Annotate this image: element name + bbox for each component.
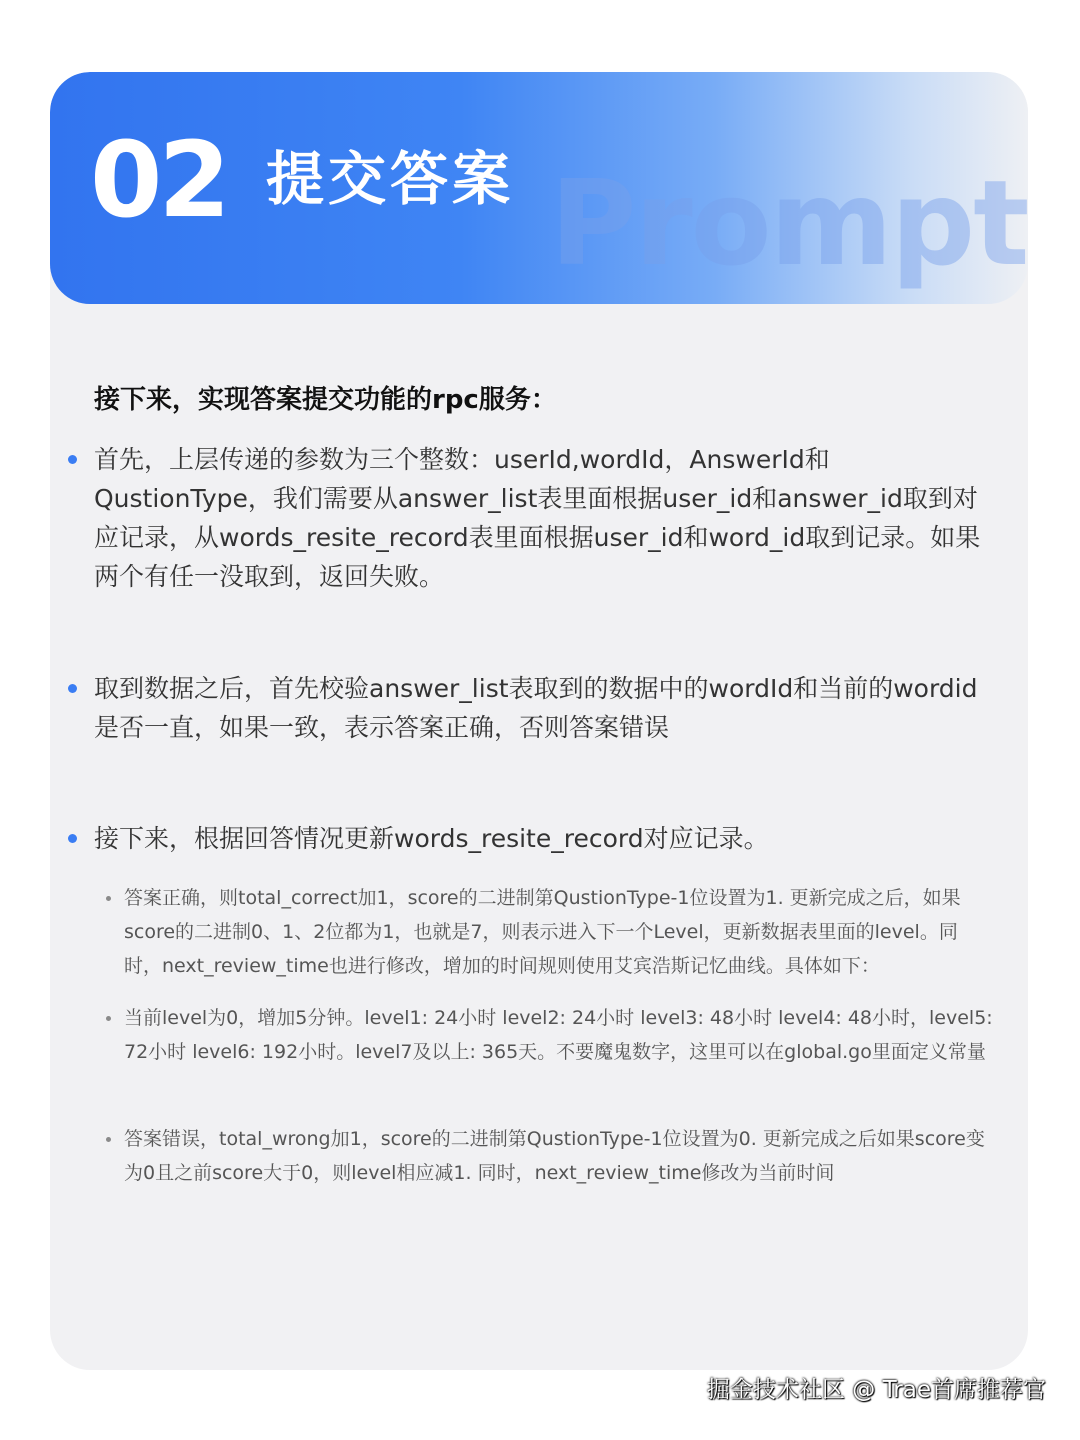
footer-credit: 掘金技术社区 @ Trae首席推荐官	[707, 1377, 1046, 1403]
bullet-dot-icon	[68, 834, 77, 843]
sub-list-item-text: 当前level为0，增加5分钟。level1: 24小时 level2: 24小时 level3: 48小时 level4: 48小时，level5: 72小时 level6: 192小时。level7及以上: 365天。不要魔鬼数字，这里可以在global.go里面定义常量	[124, 1007, 993, 1063]
sub-list-item-text: 答案正确，则total_correct加1，score的二进制第QustionType-1位设置为1. 更新完成之后，如果score的二进制0、1、2位都为1，也就是7，则表示进入下一个Level，更新数据表里面的level。同时，next_review_time也进行修改，增加的时间规则使用艾宾浩斯记忆曲线。具体如下：	[124, 887, 961, 977]
section-title: 提交答案	[266, 145, 515, 213]
list-item	[94, 669, 994, 747]
bullet-dot-icon	[68, 684, 77, 693]
list-item-text: 取到数据之后，首先校验answer_list表取到的数据中的wordId和当前的wordid是否一直，如果一致，表示答案正确，否则答案错误	[94, 674, 978, 742]
intro-heading: 接下来，实现答案提交功能的rpc服务：	[94, 385, 557, 415]
list-item-text: 接下来，根据回答情况更新words_resite_record对应记录。	[94, 824, 769, 853]
watermark-text: Prompt	[550, 154, 1028, 292]
list-item-text: 首先，上层传递的参数为三个整数：userId,wordId，AnswerId和QustionType，我们需要从answer_list表里面根据user_id和answer_id取到对应记录，从words_resite_record表里面根据user_id和word_id取到记录。如果两个有任一没取到，返回失败。	[94, 445, 981, 591]
sub-bullet-dot-icon	[106, 1137, 111, 1142]
sub-bullet-dot-icon	[106, 1016, 111, 1021]
sub-list-item	[124, 1122, 994, 1190]
sub-list-item-text: 答案错误，total_wrong加1，score的二进制第QustionType-1位设置为0. 更新完成之后如果score变为0且之前score大于0，则level相应减1. 同时，next_review_time修改为当前时间	[124, 1128, 985, 1184]
sub-list-item	[124, 1001, 994, 1069]
bullet-dot-icon	[68, 455, 77, 464]
list-item	[94, 819, 994, 858]
sub-bullet-dot-icon	[106, 896, 111, 901]
content-card	[50, 72, 1028, 1370]
section-number: 02	[90, 119, 227, 241]
list-item	[94, 440, 994, 596]
sub-list-item	[124, 881, 994, 983]
header-banner	[50, 72, 1028, 304]
